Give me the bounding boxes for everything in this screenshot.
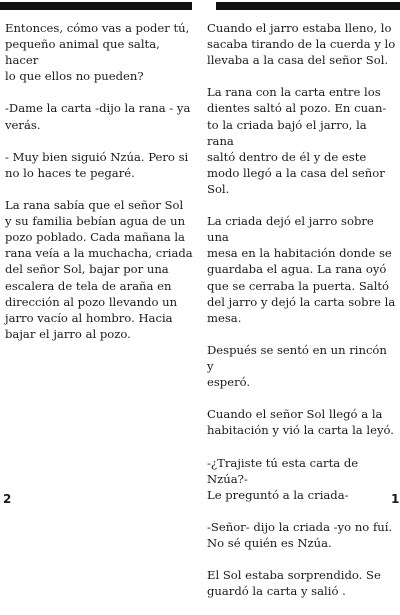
left-page-top-rule bbox=[0, 2, 192, 10]
paragraph: -¿Trajiste tú esta carta de Nzúa?- Le preguntó a la criada- bbox=[207, 455, 359, 502]
left-page-number: 2 bbox=[3, 492, 12, 506]
left-page-text-column bbox=[5, 20, 195, 358]
right-page-text-column bbox=[207, 20, 400, 615]
paragraph: Entonces, cómo vas a poder tú, pequeño animal que salta, hacer lo que ellos no pueden? bbox=[5, 21, 190, 84]
paragraph: Después se sentó en un rincón y esperó. bbox=[207, 342, 387, 390]
paragraph: - Muy bien siguió Nzúa. Pero si no lo haces te pegaré. bbox=[5, 149, 189, 180]
paragraph: La rana sabía que el señor Sol y su familia bebían agua de un pozo poblado. Cada mañana la rana veía a la muchacha, criada del señor Sol, bajar por una escalera de tela de araña en dirección al pozo llevando un jarro vacío al hombro. Hacia bajar el jarro al pozo. bbox=[5, 198, 193, 341]
paragraph: -Señor- dijo la criada -yo no fuí. No sé quién es Nzúa. bbox=[207, 519, 393, 550]
paragraph: El Sol estaba sorprendido. Se guardó la carta y salió . bbox=[207, 568, 381, 599]
paragraph: -Dame la carta -dijo la rana - ya verás. bbox=[5, 101, 191, 132]
right-page-number: 1 bbox=[391, 492, 400, 506]
paragraph: Cuando el jarro estaba lleno, lo sacaba tirando de la cuerda y lo llevaba a la casa del señor Sol. bbox=[207, 21, 396, 68]
paragraph: Cuando el señor Sol llegó a la habitación y vió la carta la leyó. bbox=[207, 407, 394, 438]
right-page-top-rule bbox=[216, 2, 400, 10]
paragraph: La rana con la carta entre los dientes saltó al pozo. En cuan- to la criada bajó el jarro, la rana saltó dentro de él y de este modo llegó a la casa del señor Sol. bbox=[207, 85, 387, 196]
paragraph: La criada dejó el jarro sobre una mesa en la habitación donde se guardaba el agua. La rana oyó que se cerraba la puerta. Saltó del jarro y dejó la carta sobre la mesa. bbox=[207, 214, 396, 325]
